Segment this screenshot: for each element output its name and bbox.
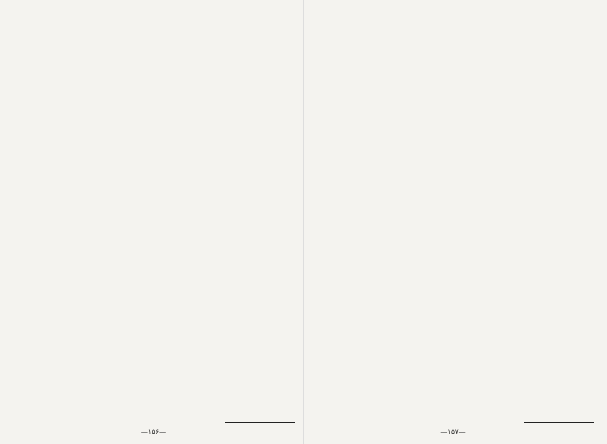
right-footnote-rule [524,422,594,423]
left-page-number: —۱۵۶— [140,428,167,436]
left-page [0,0,303,444]
left-page-body [12,10,295,419]
left-footnote-rule [225,422,295,423]
right-page-number: —۱۵۷— [440,428,466,436]
right-page [303,0,606,444]
right-page-body [312,10,594,419]
